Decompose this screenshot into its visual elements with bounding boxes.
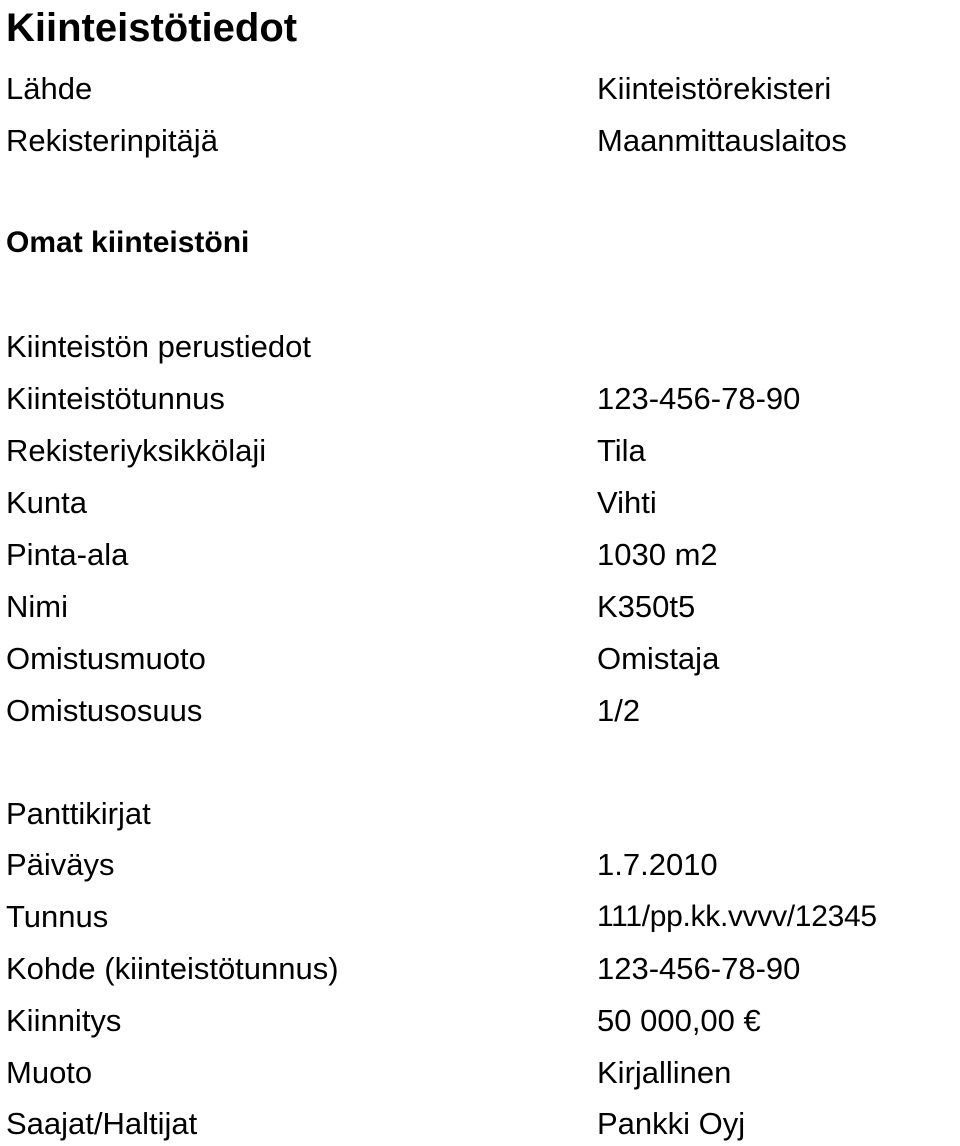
property-id-row	[0, 377, 960, 421]
source-label: Lähde	[6, 71, 93, 106]
mortgage-date-label: Päiväys	[6, 847, 115, 882]
ownership-type-value: Omistaja	[597, 641, 720, 676]
mortgage-amount-label: Kiinnitys	[6, 1003, 122, 1038]
ownership-share-value: 1/2	[597, 693, 641, 728]
mortgage-target-row	[0, 947, 960, 991]
property-id-value: 123-456-78-90	[597, 381, 801, 416]
name-value: K350t5	[597, 589, 696, 624]
ownership-share-row	[0, 689, 960, 733]
page-title: Kiinteistötiedot	[6, 6, 298, 50]
ownership-type-row	[0, 637, 960, 681]
mortgage-date-row	[0, 843, 960, 887]
mortgage-form-row	[0, 1051, 960, 1095]
mortgage-holders-label: Saajat/Haltijat	[6, 1106, 198, 1141]
mortgage-id-label: Tunnus	[6, 899, 109, 934]
mortgage-id-row	[0, 895, 960, 939]
mortgage-form-value: Kirjallinen	[597, 1055, 732, 1090]
unit-type-value: Tila	[597, 433, 646, 468]
municipality-row	[0, 481, 960, 525]
mortgage-holders-value: Pankki Oyj	[597, 1106, 746, 1141]
mortgage-holders-row	[0, 1102, 960, 1146]
basic-info-heading: Kiinteistön perustiedot	[6, 329, 312, 364]
unit-type-label: Rekisteriyksikkölaji	[6, 433, 267, 468]
name-row	[0, 585, 960, 629]
mortgage-amount-value: 50 000,00 €	[597, 1003, 761, 1038]
mortgage-date-value: 1.7.2010	[597, 847, 718, 882]
ownership-share-label: Omistusosuus	[6, 693, 203, 728]
unit-type-row	[0, 429, 960, 473]
mortgage-form-label: Muoto	[6, 1055, 93, 1090]
ownership-type-label: Omistusmuoto	[6, 641, 206, 676]
mortgage-amount-row	[0, 999, 960, 1043]
name-label: Nimi	[6, 589, 68, 624]
area-label: Pinta-ala	[6, 537, 129, 572]
mortgages-heading: Panttikirjat	[6, 796, 151, 831]
registrar-label: Rekisterinpitäjä	[6, 123, 218, 158]
source-row	[0, 67, 960, 111]
my-properties-heading: Omat kiinteistöni	[6, 226, 250, 259]
registrar-value: Maanmittauslaitos	[597, 123, 847, 158]
mortgage-target-label: Kohde (kiinteistötunnus)	[6, 951, 339, 986]
mortgage-target-value: 123-456-78-90	[597, 951, 801, 986]
area-value: 1030 m2	[597, 537, 718, 572]
property-id-label: Kiinteistötunnus	[6, 381, 225, 416]
municipality-value: Vihti	[597, 485, 657, 520]
source-value: Kiinteistörekisteri	[597, 71, 832, 106]
mortgage-id-value: 111/pp.kk.vvvv/12345	[597, 900, 877, 933]
municipality-label: Kunta	[6, 485, 88, 520]
registrar-row	[0, 119, 960, 163]
area-row	[0, 533, 960, 577]
